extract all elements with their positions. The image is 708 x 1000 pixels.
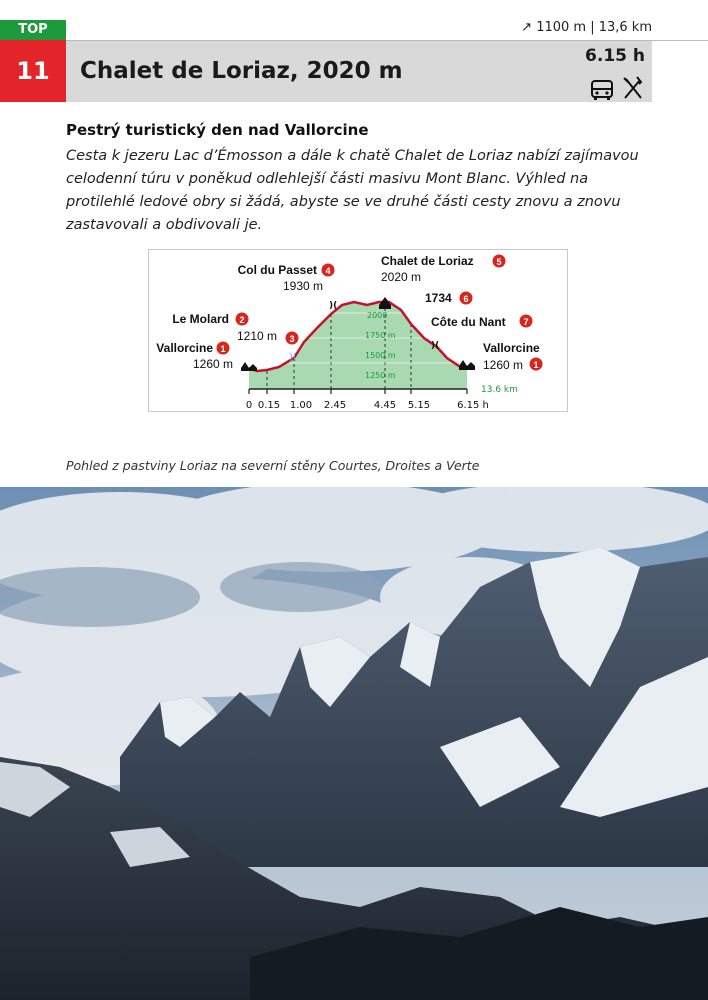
elevation-tick: 1750 m bbox=[365, 331, 396, 340]
time-tick: 0 bbox=[245, 400, 253, 411]
distance-label: 13.6 km bbox=[481, 385, 518, 395]
waypoint-elevation: 2020 m bbox=[381, 270, 422, 284]
intro-text: Cesta k jezeru Lac d’Émosson a dále k chatě Chalet de Loriaz nabízí zajímavou celodenní túru v poněkud odlehlejší části masivu Mont Blanc. Výhled na protilehlé ledové obry si žádá, abyste se ve druhé části cesty znovu a znovu zastavovali a obdivovali je. bbox=[66, 148, 639, 233]
fork-knife-icon bbox=[622, 76, 644, 100]
waypoint-number: 1 bbox=[220, 344, 226, 354]
pass-marker: )( bbox=[431, 341, 440, 351]
time-tick: 1.00 bbox=[289, 400, 313, 411]
village-icon-end bbox=[459, 360, 475, 370]
waypoint-elevation: 1260 m bbox=[483, 358, 524, 372]
time-tick: 2.45 bbox=[323, 400, 347, 411]
mountain-photo bbox=[0, 487, 708, 1000]
time-tick: 5.15 bbox=[407, 400, 431, 411]
waypoint-number: 1 bbox=[533, 360, 539, 370]
waypoint-name: Le Molard bbox=[172, 312, 229, 326]
waypoint-number: 4 bbox=[325, 266, 331, 276]
waypoint-name: Col du Passet bbox=[237, 263, 317, 277]
elevation-tick: 1500 m bbox=[365, 351, 396, 360]
page-title: Chalet de Loriaz, 2020 m bbox=[80, 58, 403, 84]
lake-marker: )( bbox=[289, 352, 297, 363]
waypoint-elevation: 1260 m bbox=[192, 357, 233, 371]
tour-stats: ↗ 1100 m | 13,6 km bbox=[521, 20, 652, 35]
waypoint-number: 5 bbox=[496, 257, 502, 267]
waypoint-elevation: 1930 m bbox=[282, 279, 323, 293]
time-tick: 6.15 h bbox=[457, 400, 489, 411]
time-tick: 4.45 bbox=[373, 400, 397, 411]
pass-marker: )( bbox=[329, 301, 338, 311]
duration: 6.15 h bbox=[585, 46, 645, 66]
elevation-profile bbox=[148, 249, 568, 412]
elevation-tick: 1250 m bbox=[365, 371, 396, 380]
bus-icon bbox=[590, 78, 614, 102]
waypoint-name: Vallorcine bbox=[483, 341, 540, 355]
tour-number-badge: 11 bbox=[0, 40, 66, 102]
section-subtitle: Pestrý turistický den nad Vallorcine bbox=[66, 121, 369, 139]
photo-caption: Pohled z pastviny Loriaz na severní stěny Courtes, Droites a Verte bbox=[66, 458, 480, 473]
elevation-profile-graphic bbox=[149, 250, 567, 411]
waypoint-number: 6 bbox=[463, 294, 469, 304]
waypoint-number: 2 bbox=[239, 315, 245, 325]
waypoint-name: Vallorcine bbox=[156, 341, 213, 355]
waypoint-number: 3 bbox=[289, 334, 295, 344]
top-badge: TOP bbox=[0, 20, 66, 40]
waypoint-name: Chalet de Loriaz bbox=[381, 254, 474, 268]
hut-icon bbox=[379, 297, 391, 309]
waypoint-number: 7 bbox=[523, 317, 529, 327]
waypoint-elevation: 1210 m bbox=[236, 329, 277, 343]
waypoint-name: 1734 bbox=[425, 291, 452, 305]
waypoint-name: Côte du Nant bbox=[431, 315, 506, 329]
elevation-tick: 2000 bbox=[367, 311, 388, 320]
time-tick: 0.15 bbox=[257, 400, 281, 411]
